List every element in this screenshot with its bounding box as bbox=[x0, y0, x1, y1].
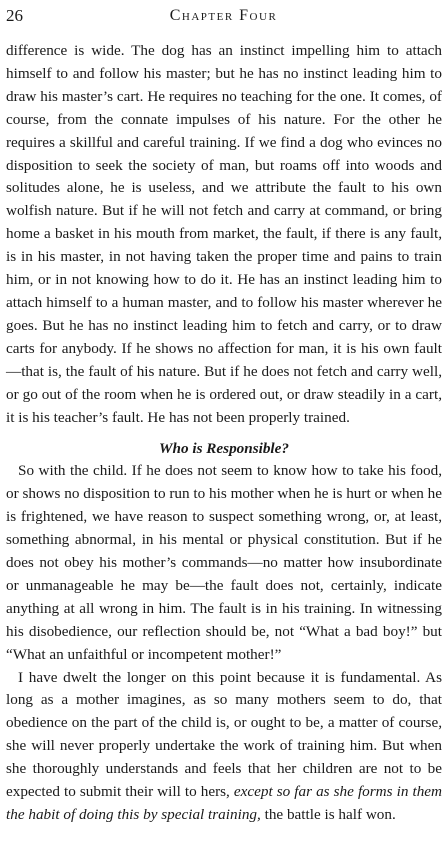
paragraph-3-text-start: I have dwelt the longer on this point because it is fundamental. As long as a mother imagines, as so many mothers seem to do, that obedience on the part of the child is, or ought to be, a matter of course, she will never properly undertake the work of training him. But when she thoroughly understands and feels that her children are not to be expected to submit their will to hers, bbox=[6, 668, 442, 801]
paragraph-2: So with the child. If he does not seem to know how to take his food, or shows no disposition to run to his mother when he is hurt or when he is frightened, we have reason to suspect something wrong, or, at least, something abnormal, in his mental or physical constitution. But if he does not obey his mother’s commands—no matter how insubordinate or unmanageable he may be—the fault does not, certainly, indicate anything at all wrong in him. The fault is in his training. In witnessing his disobedience, our reflection should be, not “What a bad boy!” but “What an unfaithful or incompetent mother!” bbox=[6, 462, 442, 663]
paragraph-3-emphasis: except so far as she forms in them the habit of doing this by special training, bbox=[6, 783, 442, 823]
paragraph-1: difference is wide. The dog has an instinct impelling him to attach himself to and follow his master; but he has no instinct leading him to draw his master’s cart. He requires no teaching for the one. It comes, of course, from the connate impulses of his nature. For the other he requires a skillful and careful training. If we find a dog who evinces no disposition to seek the society of man, but roams off into woods and solitudes alone, he is useless, and we attribute the fault to his own wolfish nature. But if he will not fetch and carry at command, or bring home a basket in his mouth from market, the fault, if there is any fault, is in his master, in not having taken the proper time and pains to train him, or in not knowing how to do it. He has an instinct leading him to attach himself to a human master, and to follow his master wherever he goes. But he has no instinct leading him to fetch and carry, or to draw carts for anybody. If he shows no affection for man, it is his own fault—that is, the fault of his nature. But if he does not fetch and carry well, or go out of the room when he is ordered out, or draw steadily in a cart, it is his teacher’s fault. He has not been properly trained. bbox=[6, 42, 442, 426]
body-text bbox=[6, 40, 442, 827]
page-header bbox=[6, 4, 441, 28]
section-heading: Who is Responsible? bbox=[159, 440, 289, 458]
page-number: 26 bbox=[6, 6, 23, 25]
paragraph-3 bbox=[6, 667, 442, 827]
running-head: Chapter Four bbox=[169, 7, 278, 24]
paragraph-3-text-end: the battle is half won. bbox=[260, 806, 396, 823]
